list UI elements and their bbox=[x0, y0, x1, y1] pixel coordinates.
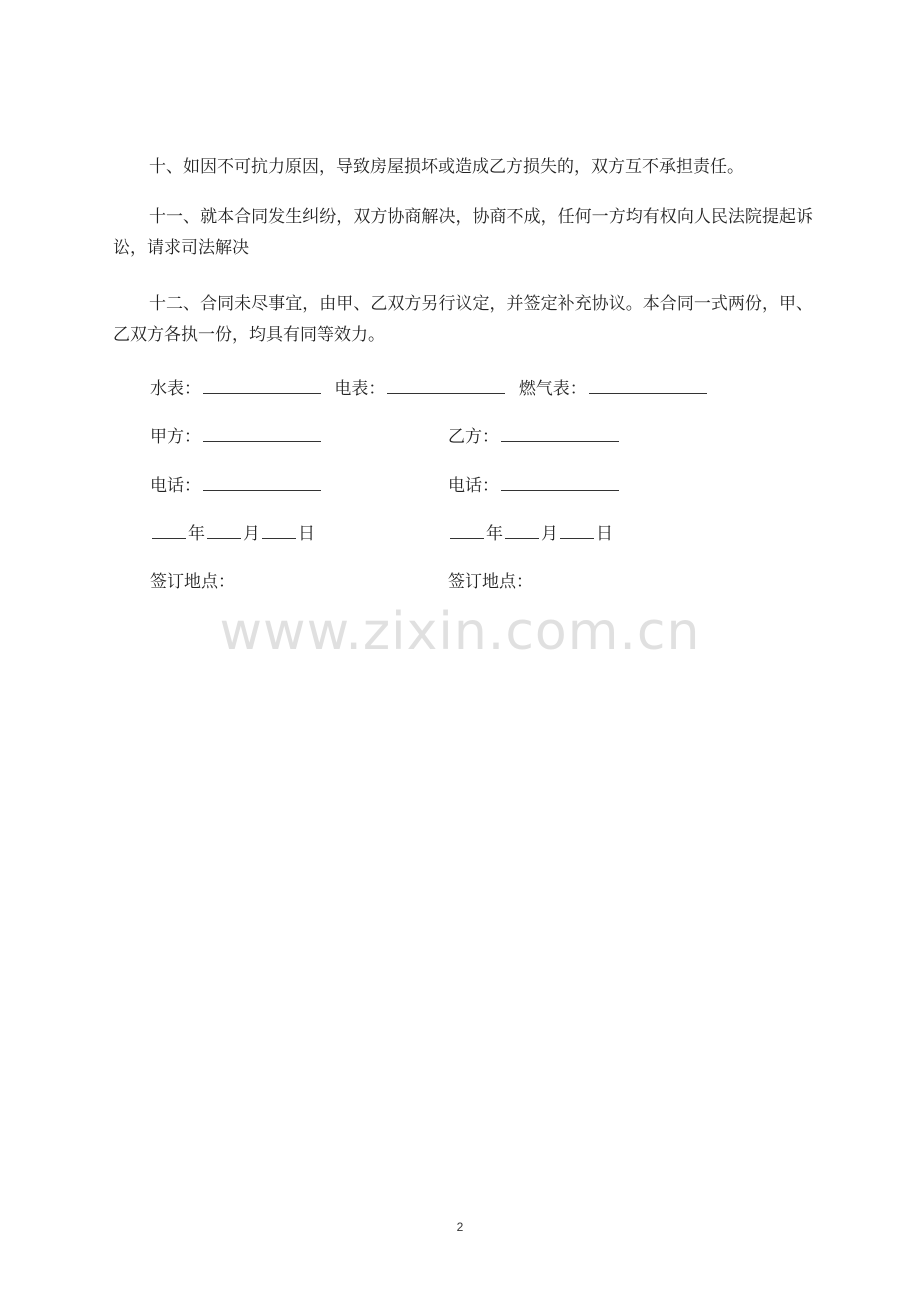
party-a-label: 甲方： bbox=[150, 427, 201, 447]
party-a-day-label: 日 bbox=[298, 524, 315, 544]
party-b-month-label: 月 bbox=[541, 524, 558, 544]
party-a-row bbox=[150, 424, 323, 449]
party-a-phone-row bbox=[150, 473, 323, 498]
party-a-place-row bbox=[150, 570, 235, 594]
water-meter-blank bbox=[203, 376, 321, 394]
page-number: 2 bbox=[456, 1220, 464, 1234]
party-b-label: 乙方： bbox=[448, 427, 499, 447]
party-b-blank bbox=[501, 424, 619, 442]
gas-meter-blank bbox=[589, 376, 707, 394]
watermark: www.zixin.com.cn bbox=[219, 602, 701, 662]
party-a-phone-blank bbox=[203, 473, 321, 491]
party-b-date-row bbox=[448, 521, 613, 546]
party-b-phone-blank bbox=[501, 473, 619, 491]
electric-meter-blank bbox=[387, 376, 505, 394]
party-b-year-label: 年 bbox=[486, 524, 503, 544]
party-a-place-label: 签订地点： bbox=[150, 572, 235, 592]
party-b-year-blank bbox=[450, 521, 484, 539]
party-a-month-blank bbox=[207, 521, 241, 539]
party-a-phone-label: 电话： bbox=[150, 476, 201, 496]
party-b-day-blank bbox=[560, 521, 594, 539]
party-b-place-label: 签订地点： bbox=[448, 572, 533, 592]
meter-row bbox=[150, 376, 709, 401]
clause-11: 十一、就本合同发生纠纷，双方协商解决，协商不成，任何一方均有权向人民法院提起诉讼，请求司法解决 bbox=[113, 207, 813, 258]
electric-meter-label: 电表： bbox=[334, 379, 386, 399]
party-b-place-row bbox=[448, 570, 533, 594]
party-a-blank bbox=[203, 424, 321, 442]
gas-meter-label: 燃气表： bbox=[518, 379, 587, 399]
clause-10: 十、如因不可抗力原因，导致房屋损坏或造成乙方损失的，双方互不承担责任。 bbox=[149, 157, 744, 177]
party-a-year-label: 年 bbox=[188, 524, 205, 544]
party-b-month-blank bbox=[505, 521, 539, 539]
party-b-row bbox=[448, 424, 621, 449]
party-b-day-label: 日 bbox=[596, 524, 613, 544]
party-a-year-blank bbox=[152, 521, 186, 539]
party-a-month-label: 月 bbox=[243, 524, 260, 544]
party-a-date-row bbox=[150, 521, 315, 546]
party-b-phone-row bbox=[448, 473, 621, 498]
water-meter-label: 水表： bbox=[150, 379, 201, 399]
party-b-phone-label: 电话： bbox=[448, 476, 499, 496]
clause-12: 十二、合同未尽事宜，由甲、乙双方另行议定，并签定补充协议。本合同一式两份，甲、乙双方各执一份，均具有同等效力。 bbox=[113, 294, 813, 345]
party-a-day-blank bbox=[262, 521, 296, 539]
